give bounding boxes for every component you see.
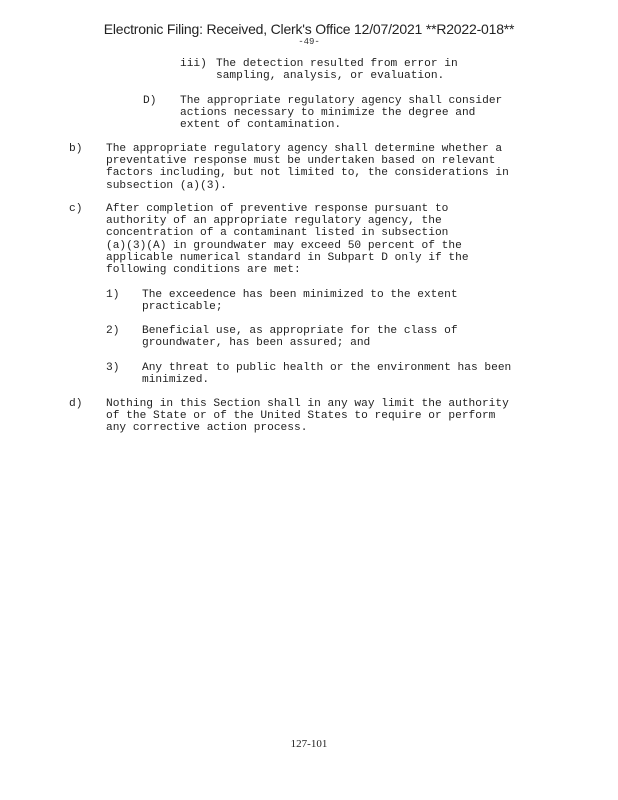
paragraph-line: subsection (a)(3). xyxy=(106,179,227,192)
paragraph-line: minimized. xyxy=(142,374,210,387)
paragraph-line: extent of contamination. xyxy=(180,119,342,132)
paragraph-line: groundwater, has been assured; and xyxy=(142,337,371,350)
paragraph-line: any corrective action process. xyxy=(106,422,308,435)
paragraph-label: d) xyxy=(69,398,83,410)
paragraph-line: Beneficial use, as appropriate for the class of xyxy=(142,325,458,337)
paragraph-line: of the State or of the United States to require or perform xyxy=(106,410,496,423)
page-footer: 127-101 xyxy=(290,738,328,750)
paragraph-line: following conditions are met: xyxy=(106,264,301,277)
paragraph-line: actions necessary to minimize the degree and xyxy=(180,107,476,120)
paragraph-line: factors including, but not limited to, the considerations in xyxy=(106,167,509,180)
paragraph-line: authority of an appropriate regulatory agency, the xyxy=(106,215,442,228)
paragraph-label: 2) xyxy=(106,325,120,337)
paragraph-label: D) xyxy=(143,95,157,107)
paragraph-line: (a)(3)(A) in groundwater may exceed 50 percent of the xyxy=(106,239,462,252)
paragraph-line: The appropriate regulatory agency shall determine whether a xyxy=(106,143,503,155)
paragraph-line: The appropriate regulatory agency shall consider xyxy=(180,95,503,107)
paragraph-line: The detection resulted from error in xyxy=(216,58,458,70)
paragraph-line: preventative response must be undertaken based on relevant xyxy=(106,155,496,168)
paragraph-line: Any threat to public health or the environment has been xyxy=(142,362,512,374)
paragraph-line: concentration of a contaminant listed in subsection xyxy=(106,227,449,240)
paragraph-line: sampling, analysis, or evaluation. xyxy=(216,70,445,83)
filing-stamp: Electronic Filing: Received, Clerk's Office 12/07/2021 **R2022-018** xyxy=(103,21,515,37)
paragraph-label: 1) xyxy=(106,289,120,301)
paragraph-line: practicable; xyxy=(142,301,223,314)
paragraph-label: c) xyxy=(69,203,83,215)
page-number: -49- xyxy=(298,37,320,47)
paragraph-line: Nothing in this Section shall in any way limit the authority xyxy=(106,398,509,410)
paragraph-line: applicable numerical standard in Subpart D only if the xyxy=(106,251,469,264)
paragraph-label: iii) xyxy=(180,58,207,70)
paragraph-line: The exceedence has been minimized to the extent xyxy=(142,289,458,301)
paragraph-label: b) xyxy=(69,143,83,155)
paragraph-label: 3) xyxy=(106,362,120,374)
paragraph-line: After completion of preventive response pursuant to xyxy=(106,203,449,215)
